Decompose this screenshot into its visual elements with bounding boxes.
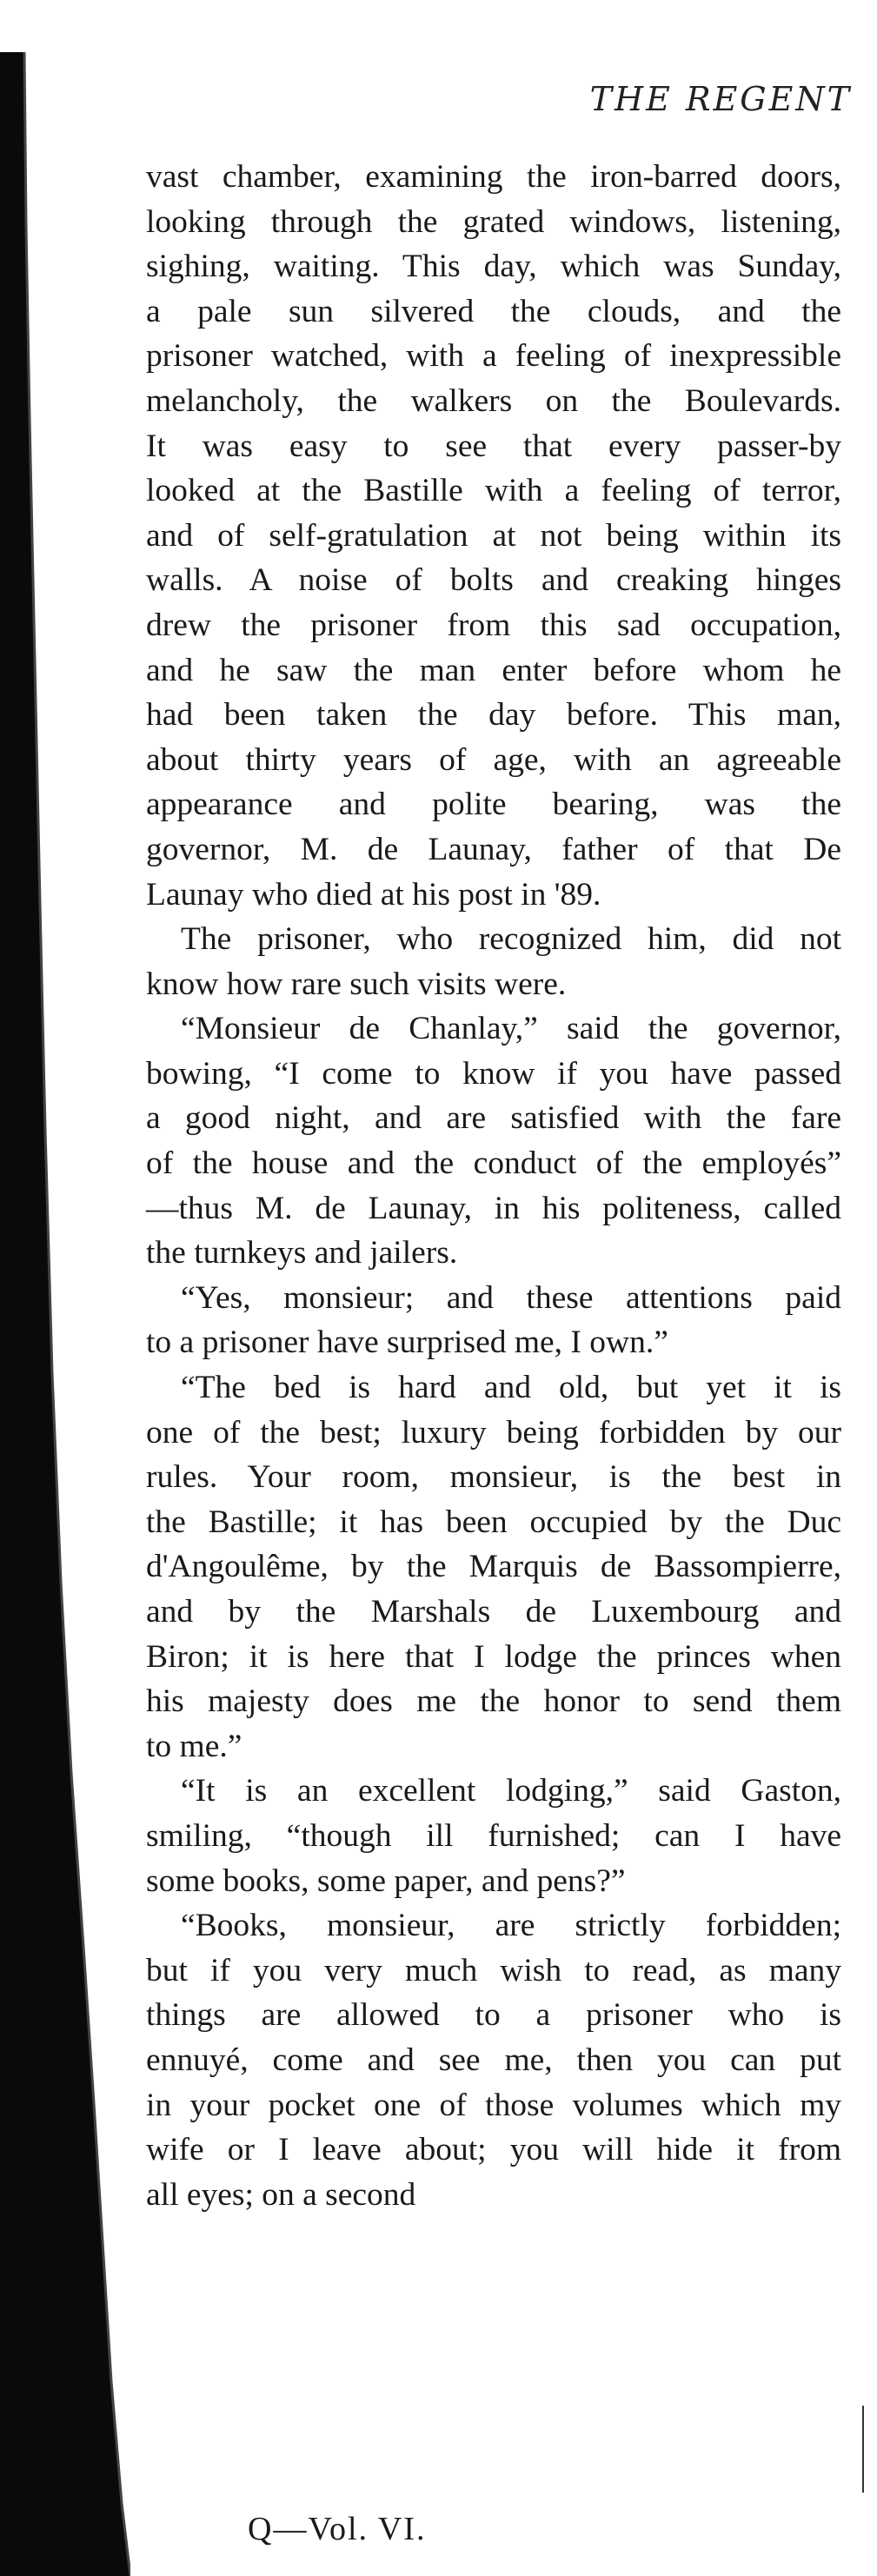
text-line: and he saw the man enter before whom he: [146, 652, 841, 688]
text-line: had been taken the day before. This man,: [146, 697, 841, 734]
text-line: to me.”: [146, 1728, 243, 1764]
binding-shadow: [0, 52, 130, 2576]
text-line: “Monsieur de Chanlay,” said the governor,: [181, 1011, 841, 1047]
text-line: d'Angoulême, by the Marquis de Bassompierre,: [146, 1549, 841, 1585]
text-line: to a prisoner have surprised me, I own.”: [146, 1325, 668, 1361]
text-line: Launay who died at his post in '89.: [146, 876, 601, 913]
body-text: [146, 155, 841, 2217]
margin-rule: [862, 2406, 864, 2493]
text-line: all eyes; on a second: [146, 2176, 416, 2213]
text-line: the turnkeys and jailers.: [146, 1235, 458, 1271]
text-line: and by the Marshals de Luxembourg and: [146, 1594, 841, 1630]
text-line: prisoner watched, with a feeling of inexpressible: [146, 338, 841, 375]
text-line: ennuyé, come and see me, then you can put: [146, 2042, 841, 2078]
text-line: of the house and the conduct of the employés”: [146, 1145, 841, 1182]
text-line: some books, some paper, and pens?”: [146, 1862, 626, 1899]
running-head: THE REGENT: [589, 80, 852, 118]
text-line: one of the best; luxury being forbidden by our: [146, 1414, 841, 1451]
text-line: his majesty does me the honor to send them: [146, 1683, 841, 1720]
text-line: a good night, and are satisfied with the fare: [146, 1100, 841, 1137]
text-line: looking through the grated windows, listening,: [146, 203, 841, 240]
text-line: bowing, “I come to know if you have passed: [146, 1055, 841, 1092]
text-line: sighing, waiting. This day, which was Sunday,: [146, 249, 841, 285]
text-line: things are allowed to a prisoner who is: [146, 1997, 841, 2034]
text-line: smiling, “though ill furnished; can I have: [146, 1817, 841, 1854]
text-line: looked at the Bastille with a feeling of terror,: [146, 473, 841, 509]
text-line: vast chamber, examining the iron-barred doors,: [146, 159, 841, 195]
text-line: It was easy to see that every passer-by: [146, 428, 841, 464]
text-line: “It is an excellent lodging,” said Gaston,: [181, 1773, 841, 1809]
text-line: appearance and polite bearing, was the: [146, 787, 841, 823]
text-line: The prisoner, who recognized him, did not: [181, 921, 841, 958]
text-line: and of self-gratulation at not being within its: [146, 517, 841, 554]
text-line: walls. A noise of bolts and creaking hinges: [146, 562, 841, 599]
text-line: melancholy, the walkers on the Boulevards.: [146, 382, 841, 419]
text-line: rules. Your room, monsieur, is the best in: [146, 1459, 841, 1496]
text-line: wife or I leave about; you will hide it from: [146, 2132, 841, 2168]
text-line: but if you very much wish to read, as many: [146, 1952, 841, 1988]
text-line: about thirty years of age, with an agreeable: [146, 741, 841, 778]
text-line: Biron; it is here that I lodge the princes when: [146, 1638, 841, 1675]
text-line: “The bed is hard and old, but yet it is: [181, 1370, 841, 1406]
text-line: in your pocket one of those volumes which my: [146, 2087, 841, 2123]
text-line: “Yes, monsieur; and these attentions paid: [181, 1279, 841, 1316]
text-line: governor, M. de Launay, father of that De: [146, 831, 841, 867]
text-line: —thus M. de Launay, in his politeness, called: [146, 1190, 841, 1226]
text-line: “Books, monsieur, are strictly forbidden;: [181, 1908, 841, 1944]
text-line: drew the prisoner from this sad occupation,: [146, 607, 841, 643]
text-line: know how rare such visits were.: [146, 966, 567, 1002]
text-line: a pale sun silvered the clouds, and the: [146, 293, 841, 329]
signature-mark: Q—Vol. VI.: [248, 2511, 427, 2547]
text-line: the Bastille; it has been occupied by the Duc: [146, 1504, 841, 1540]
